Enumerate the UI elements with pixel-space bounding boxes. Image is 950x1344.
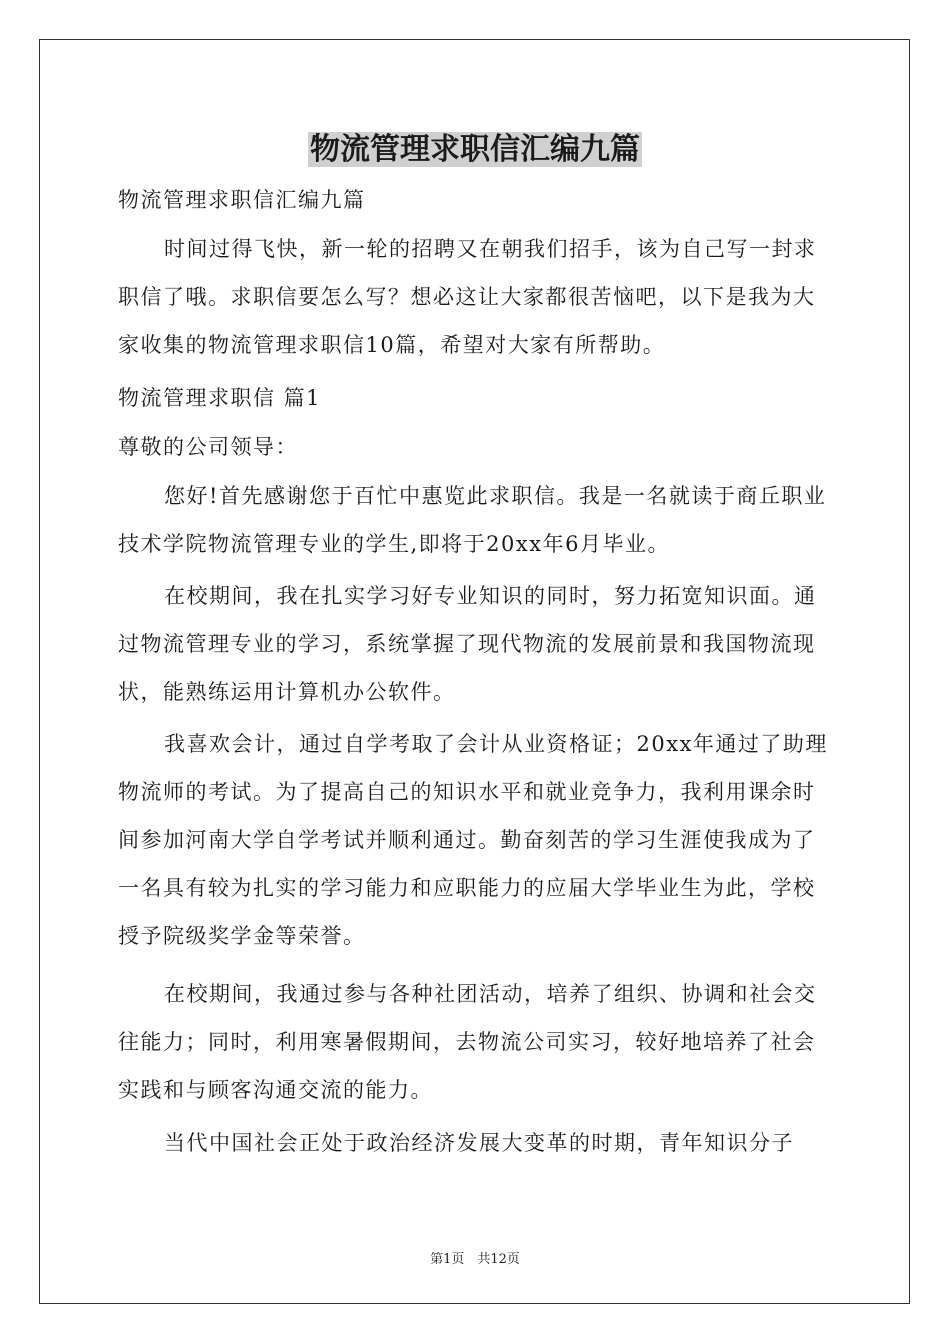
body-paragraph: 在校期间，我在扎实学习好专业知识的同时，努力拓宽知识面。通过物流管理专业的学习，系统掌握了现代物流的发展前景和我国物流现状，能熟练运用计算机办公软件。 — [118, 584, 817, 704]
section-heading: 物流管理求职信 篇1 — [118, 386, 322, 410]
intro-paragraph: 时间过得飞快，新一轮的招聘又在朝我们招手，该为自己写一封求职信了哦。求职信要怎么写？想必这让大家都很苦恼吧，以下是我为大家收集的物流管理求职信10篇，希望对大家有所帮助。 — [118, 237, 817, 357]
body-paragraph: 当代中国社会正处于政治经济发展大变革的时期，青年知识分子 — [164, 1131, 794, 1155]
subtitle-paragraph: 物流管理求职信汇编九篇 — [118, 188, 366, 212]
document-title: 物流管理求职信汇编九篇 — [310, 132, 640, 167]
salutation: 尊敬的公司领导： — [118, 435, 298, 459]
body-paragraph: 您好!首先感谢您于百忙中惠览此求职信。我是一名就读于商丘职业技术学院物流管理专业的学生,即将于20xx年6月毕业。 — [118, 484, 827, 556]
body-paragraph: 在校期间，我通过参与各种社团活动，培养了组织、协调和社会交往能力；同时，利用寒暑假期间，去物流公司实习，较好地培养了社会实践和与顾客沟通交流的能力。 — [118, 982, 817, 1102]
page-footer: 第1页 共12页 — [430, 1252, 520, 1267]
body-paragraph: 我喜欢会计，通过自学考取了会计从业资格证；20xx年通过了助理物流师的考试。为了提高自己的知识水平和就业竞争力，我利用课余时间参加河南大学自学考试并顺利通过。勤奋刻苦的学习生涯使我成为了一名具有较为扎实的学习能力和应职能力的应届大学毕业生为此，学校授予院级奖学金等荣誉。 — [118, 732, 828, 948]
